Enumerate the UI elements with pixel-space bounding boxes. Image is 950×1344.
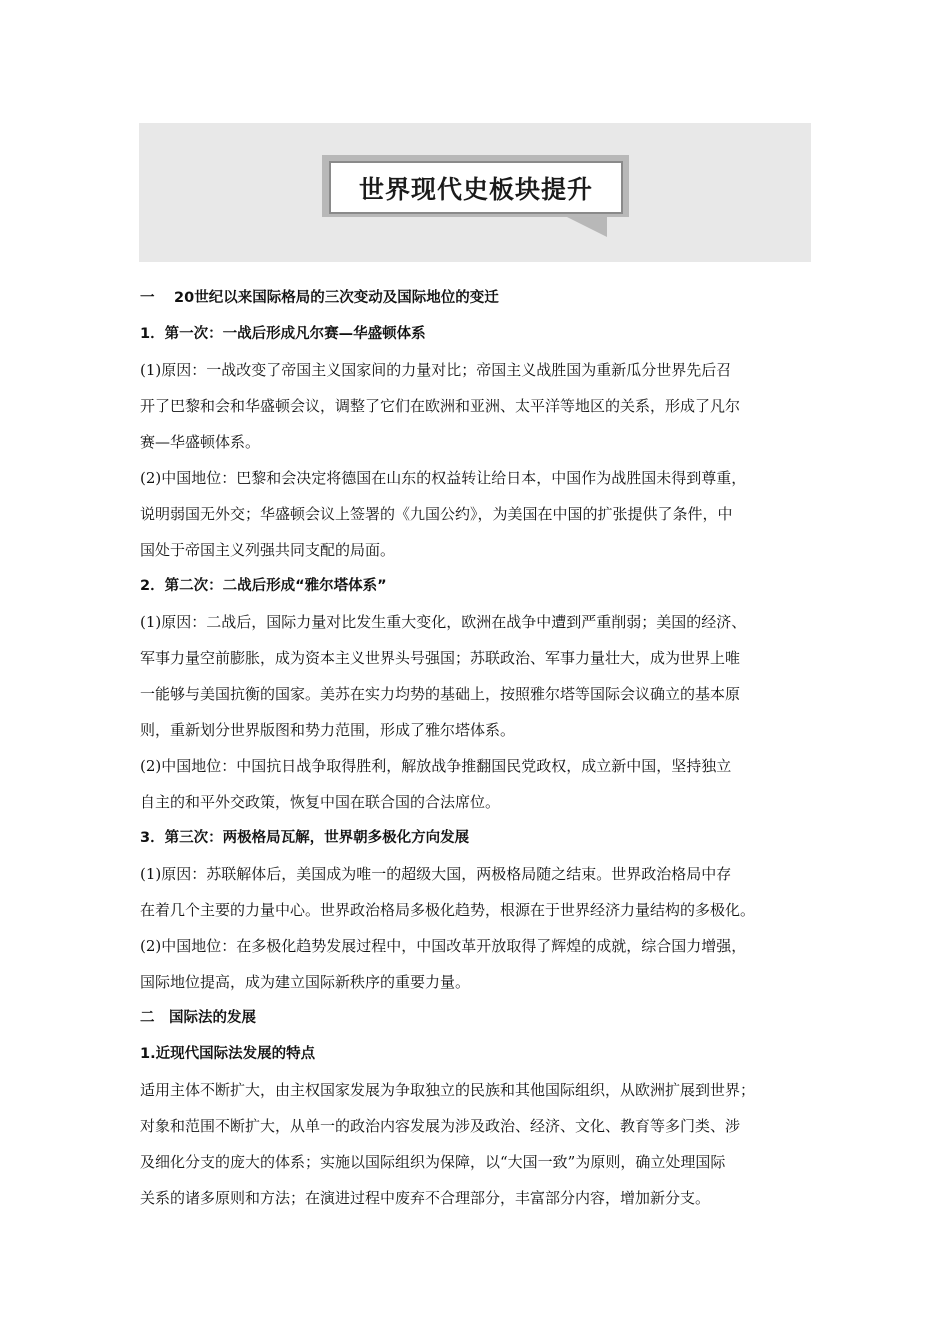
paragraph-line: 开了巴黎和会和华盛顿会议，调整了它们在欧洲和亚洲、太平洋等地区的关系，形成了凡尔 <box>140 397 741 415</box>
paragraph-line: (1)原因：一战改变了帝国主义国家间的力量对比；帝国主义战胜国为重新瓜分世界先后召 <box>140 361 732 379</box>
paragraph-line: 国际地位提高，成为建立国际新秩序的重要力量。 <box>140 973 471 991</box>
section-heading: 二 国际法的发展 <box>140 1010 256 1026</box>
section-heading: 2．第二次：二战后形成“雅尔塔体系” <box>140 578 387 594</box>
paragraph-line: (1)原因：二战后，国际力量对比发生重大变化，欧洲在战争中遭到严重削弱；美国的经济、 <box>140 613 747 631</box>
paragraph-line: (1)原因：苏联解体后，美国成为唯一的超级大国，两极格局随之结束。世界政治格局中存 <box>140 865 732 883</box>
paragraph-line: 国处于帝国主义列强共同支配的局面。 <box>140 541 396 559</box>
paragraph-line: 适用主体不断扩大，由主权国家发展为争取独立的民族和其他国际组织，从欧洲扩展到世界； <box>140 1081 756 1099</box>
paragraph-line: 军事力量空前膨胀，成为资本主义世界头号强国；苏联政治、军事力量壮大，成为世界上唯 <box>140 649 741 667</box>
paragraph-line: 说明弱国无外交；华盛顿会议上签署的《九国公约》，为美国在中国的扩张提供了条件，中 <box>140 505 733 523</box>
title-callout-tail <box>567 217 607 237</box>
paragraph-line: 在着几个主要的力量中心。世界政治格局多极化趋势，根源在于世界经济力量结构的多极化。 <box>140 901 756 919</box>
section-banner <box>139 123 811 262</box>
paragraph-line: 关系的诸多原则和方法；在演进过程中废弃不合理部分，丰富部分内容，增加新分支。 <box>140 1189 711 1207</box>
paragraph-line: 则，重新划分世界版图和势力范围，形成了雅尔塔体系。 <box>140 721 516 739</box>
paragraph-line: 自主的和平外交政策，恢复中国在联合国的合法席位。 <box>140 793 501 811</box>
paragraph-line: (2)中国地位：在多极化趋势发展过程中，中国改革开放取得了辉煌的成就，综合国力增强， <box>140 937 747 955</box>
section-heading: 3．第三次：两极格局瓦解，世界朝多极化方向发展 <box>140 830 470 846</box>
paragraph-line: (2)中国地位：中国抗日战争取得胜利，解放战争推翻国民党政权，成立新中国，坚持独立 <box>140 757 732 775</box>
section-heading: 1．第一次：一战后形成凡尔赛—华盛顿体系 <box>140 326 426 342</box>
paragraph-line: 赛—华盛顿体系。 <box>140 433 261 451</box>
paragraph-line: 对象和范围不断扩大，从单一的政治内容发展为涉及政治、经济、文化、教育等多门类、涉 <box>140 1117 741 1135</box>
section-heading: 1.近现代国际法发展的特点 <box>140 1046 316 1062</box>
paragraph-line: (2)中国地位：巴黎和会决定将德国在山东的权益转让给日本，中国作为战胜国未得到尊重， <box>140 469 747 487</box>
paragraph-line: 及细化分支的庞大的体系；实施以国际组织为保障，以“大国一致”为原则，确立处理国际 <box>140 1153 726 1171</box>
section-title: 世界现代史板块提升 <box>358 174 593 204</box>
paragraph-line: 一能够与美国抗衡的国家。美苏在实力均势的基础上，按照雅尔塔等国际会议确立的基本原 <box>140 685 741 703</box>
title-box <box>329 161 623 214</box>
section-heading: 一 20世纪以来国际格局的三次变动及国际地位的变迁 <box>140 290 499 306</box>
document-body <box>140 280 820 1216</box>
